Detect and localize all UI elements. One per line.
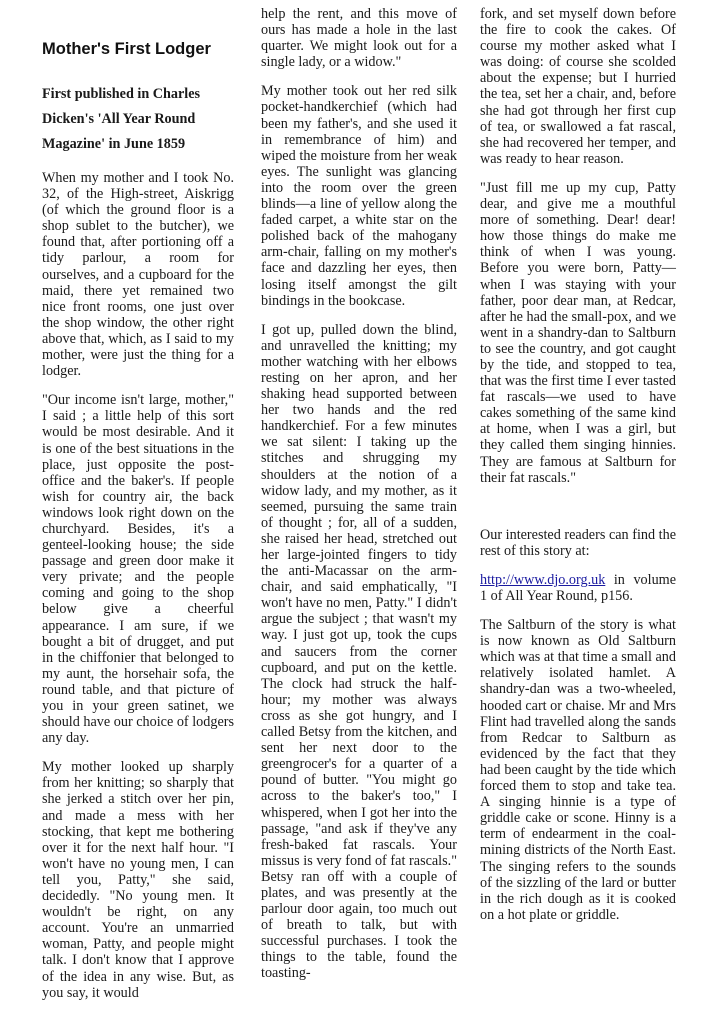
document-subtitle: First published in Charles Dicken's 'All Year Round Magazine' in June 1859 [42, 86, 201, 152]
document-title: Mother's First Lodger [42, 40, 211, 58]
djo-link[interactable]: http://www.djo.org.uk [480, 571, 606, 588]
paragraph: My mother looked up sharply from her knitting; so sharply that she jerked a stitch over her pin, and made a mess with her stocking, that kept me bothering over it for the next half hour. "I won't have no young men, I can tell you, Patty," she said, decidedly. "No young men. It wouldn't be right, on any account. You're an unmarried woman, Patty, and people might talk. I don't know that I approve of the idea in any wise. But, as you say, it would [42, 759, 234, 1001]
link-suffix: in volume 1 of All Year Round, p156. [480, 571, 676, 604]
link-paragraph [480, 572, 676, 604]
paragraph: "Our income isn't large, mother," I said ; a little help of this sort would be most desirable. And it is one of the best situations in the place, just opposite the post-office and the baker's. If people wish for country air, the back windows look right down on the churchyard. Besides, it's a genteel-looking house; the side passage and green door make it very private; and the people coming and going to the shop below give a cheerful appearance. I am sure, if we bought a bit of drugget, and put in the chiffonier that belonged to my aunt, the horsehair sofa, the round table, and that picture of you in your green satinet, we should have our choice of lodgers any day. [42, 392, 234, 747]
paragraph: "Just fill me up my cup, Patty dear, and give me a mouthful more of something. Dear! dear! how those things do make me think of when I was young. Before you were born, Patty—when I was staying with your father, poor dear man, at Redcar, after he had the small-pox, and we went in a shandry-dan to Saltburn to see the country, and got caught by the tide, and stopped to tea, that was the first time I ever tasted fat rascals—we used to have cakes something of the same kind at home, when I was a girl, but they called them singing hinnies. They are famous at Saltburn for their fat rascals." [480, 179, 676, 486]
paragraph: When my mother and I took No. 32, of the High-street, Aiskrigg (of which the ground floor is a shop sublet to the butcher), we found that, after portioning off a tidy parlour, a room for ourselves, and a cupboard for the maid, there yet remained two nice front rooms, one just over the shop window, the other right above that, which, as I said to my mother, were just the thing for a lodger. [42, 170, 234, 380]
paragraph: My mother took out her red silk pocket-handkerchief (which had been my father's, and she used it in remembrance of him) and wiped the moisture from her weak eyes. The sunlight was glancing into the room over the green blinds—a line of yellow along the faded carpet, a white star on the polished back of the mahogany arm-chair, falling on my mother's face and dazzling her eyes, then losing itself amongst the gilt bindings in the bookcase. [261, 83, 457, 309]
reader-note: Our interested readers can find the rest of this story at: [480, 526, 676, 559]
paragraph: help the rent, and this move of ours has made a hole in the last quarter. We might look out for a single lady, or a widow." [261, 6, 457, 71]
column-3 [480, 6, 676, 936]
paragraph: The Saltburn of the story is what is now known as Old Saltburn which was at that time a small and relatively isolated hamlet. A shandry-dan was a two-wheeled, hooded cart or chaise. Mr and Mrs Flint had travelled along the sands from Redcar to Saltburn as evidenced by the fact that they had been caught by the tide which forced them to stop and take tea. A singing hinnie is a type of griddle cake or scone. Hinny is a term of endearment in the coal-mining districts of the North East. The singing refers to the sounds of the sizzling of the lard or butter in the rich dough as it is cooked on a hot plate or griddle. [480, 617, 676, 923]
spacer [480, 499, 676, 527]
paragraph: I got up, pulled down the blind, and unravelled the knitting; my mother watching with her elbows resting on her apron, and her shaking head supported between her two hands and the red handkerchief. For a few minutes we sat silent: I taking up the stitches and shrugging my shoulders at the notion of a widow lady, and my mother, as it seemed, pursuing the same train of thought ; for, all of a sudden, she raised her head, stretched out her large-jointed fingers to tidy the anti-Macassar on the arm-chair, and said emphatically, "I won't have no men, Patty." I didn't argue the subject ; that wasn't my way. I just got up, took the cups and saucers from the corner cupboard, and put on the kettle. The clock had struck the half-hour; my mother was always cross as she got hungry, and I called Betsy from the kitchen, and sent her next door to the greengrocer's for a quarter of a pound of butter. "You might go across to the baker's too," I whispered, when I got her into the passage, "and ask if they've any fresh-baked fat rascals. Your missus is very fond of fat rascals." Betsy ran off with a couple of plates, and was presently at the parlour door again, too much out of breath to talk, but with successful purchases. I took the things to the table, found the toasting- [261, 321, 457, 982]
paragraph: fork, and set myself down before the fire to cook the cakes. Of course my mother asked what I was doing: of course she scolded about the expense; but I hurried the tea, set her a chair, and, before she had got through her first cup of tea, or swallowed a fat rascal, she had recovered her temper, and was ready to hear reason. [480, 6, 676, 167]
column-2 [261, 6, 457, 995]
column-1 [42, 40, 234, 1014]
